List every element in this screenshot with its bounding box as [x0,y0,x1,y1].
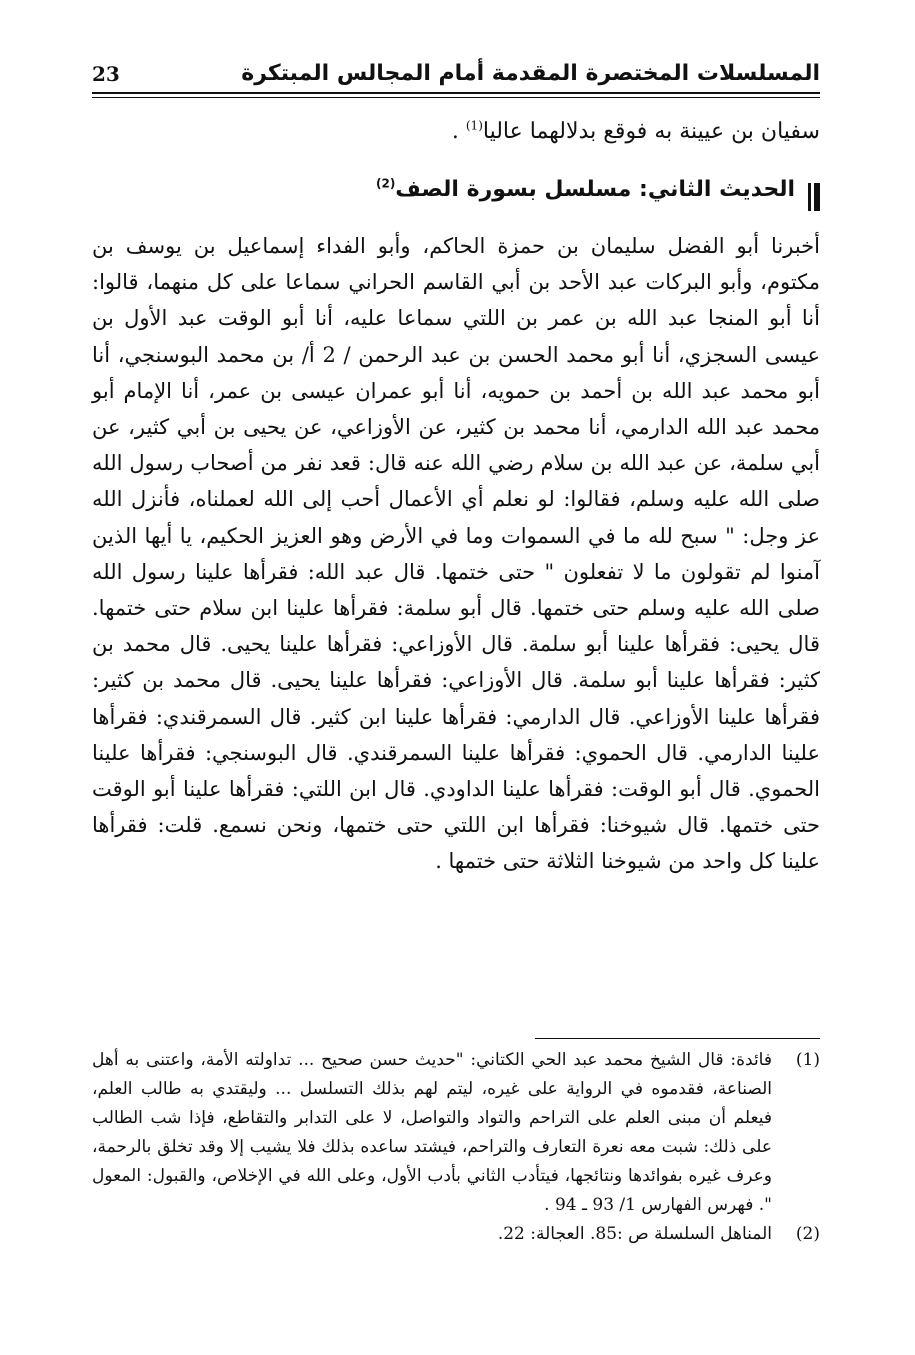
footnote-ref-1: (1) [465,118,483,133]
footnote-number: (2) [795,1224,820,1244]
heading-bars-icon [805,175,820,205]
page-number: 23 [92,62,120,86]
main-text [92,228,820,880]
footnote-text: فائدة: قال الشيخ محمد عبد الحي الكتاني: "حديث حسن صحيح ... تداولته الأمة، واعتنى به أهل الصناعة، فقدموه في الرواية على غيره، ليتم لهم بذلك التسلسل ... وليقتدي به طالب العلم، فيعلم أن مبنى العلم على التراحم والتواد والتواصل، لا على التدابر والتقاطع، فإذا شب الطالب على ذلك: شبت معه نعرة التعارف والتراحم، فيشتد ساعده بذلك فلا يشيب إلا وقد تخلق بالرحمة، وعرف غيره بفوائدها ونتائجها، فيتأدب الثاني بأدب الأول، وعلى الله في الإخلاص، والقبول: المعول ". فهرس الفهارس 1/ 93 ـ 94 . [92,1050,772,1215]
intro-end: . [451,119,466,144]
header-rule [92,92,820,94]
footnote-1 [92,1046,820,1220]
footnote-number: (1) [795,1050,820,1070]
footnote-text: المناهل السلسلة ص :85. العجالة: 22. [497,1224,772,1244]
footnote-ref-2: (2) [375,176,396,191]
intro-text: سفيان بن عيينة به فوقع بدلالهما عاليا [482,119,820,144]
footnote-separator [535,1038,820,1039]
header-rule-thin [92,97,820,98]
body-paragraph: أخبرنا أبو الفضل سليمان بن حمزة الحاكم، وأبو الفداء إسماعيل بن يوسف بن مكتوم، وأبو البركات عبد الأحد بن أبي القاسم الحراني سماعا على كل منهما، قالوا: أنا أبو المنجا عبد الله بن عمر بن اللتي سماعا عليه، أنا أبو الوقت عبد الأول بن عيسى السجزي، أنا أبو محمد الحسن بن عبد الرحمن / 2 أ/ بن محمد البوسنجي، أنا أبو محمد عبد الله بن أحمد بن حمويه، أنا أبو عمران عيسى بن عمر، أنا الإمام أبو محمد عبد الله الدارمي، أنا محمد بن كثير، عن الأوزاعي، عن يحيى بن أبي كثير، عن أبي سلمة، عن عبد الله بن سلام رضي الله عنه قال: قعد نفر من أصحاب رسول الله صلى الله عليه وسلم، فقالوا: لو نعلم أي الأعمال أحب إلى الله لعملناه، فأنزل الله عز وجل: " سبح لله ما في السموات وما في الأرض وهو العزيز الحكيم، يا أيها الذين آمنوا لم تقولون ما لا تفعلون " حتى ختمها. قال عبد الله: فقرأها علينا رسول الله صلى الله عليه وسلم حتى ختمها. قال أبو سلمة: فقرأها علينا ابن سلام حتى ختمها. قال يحيى: فقرأها علينا أبو سلمة. قال الأوزاعي: فقرأها علينا يحيى. قال محمد بن كثير: فقرأها علينا أبو سلمة. قال الأوزاعي: فقرأها علينا يحيى. قال محمد بن كثير: فقرأها علينا الأوزاعي. قال الدارمي: فقرأها علينا ابن كثير. قال السمرقندي: فقرأها علينا الدارمي. قال الحموي: فقرأها علينا السمرقندي. قال البوسنجي: فقرأها علينا الحموي. قال أبو الوقت: فقرأها علينا الداودي. قال ابن اللتي: فقرأها علينا أبو الوقت حتى ختمها. قال شيوخنا: فقرأها ابن اللتي حتى ختمها، ونحن نسمع. قلت: فقرأها علينا كل واحد من شيوخنا الثلاثة حتى ختمها . [92,234,820,874]
footnote-2 [92,1220,820,1249]
header-title: المسلسلات المختصرة المقدمة أمام المجالس المبتكرة [241,61,820,86]
intro-line [92,112,820,152]
section-heading-text: الحديث الثاني: مسلسل بسورة الصف [395,177,795,202]
section-heading [92,168,820,212]
running-header [92,58,820,94]
footnotes [92,1046,820,1249]
